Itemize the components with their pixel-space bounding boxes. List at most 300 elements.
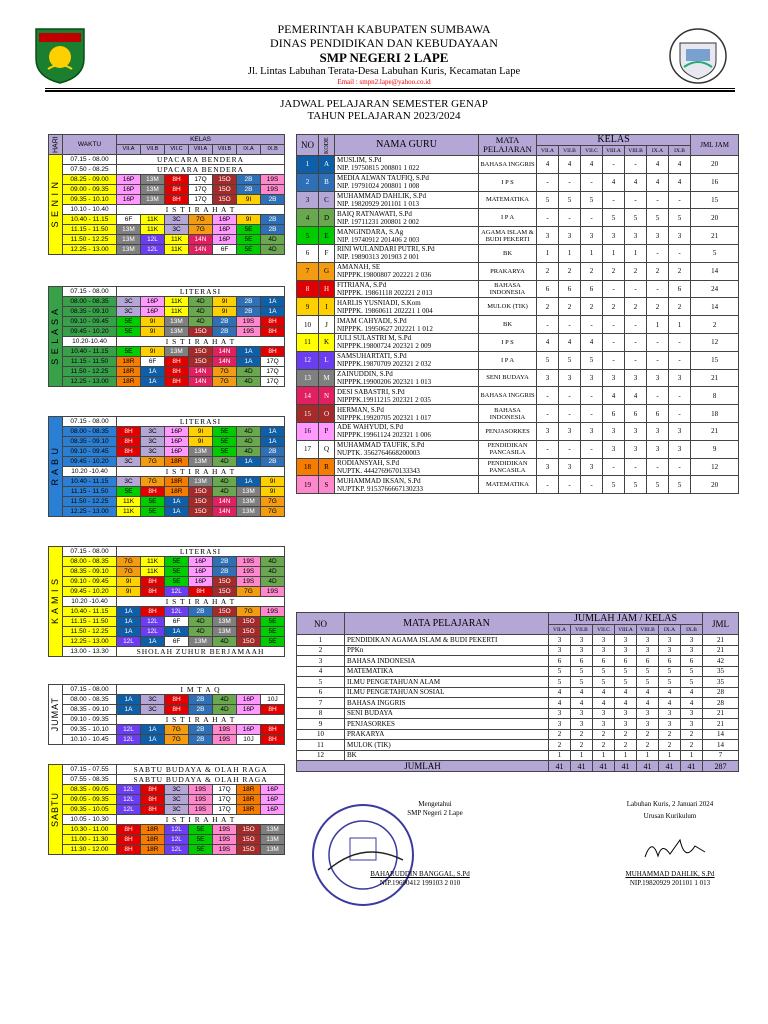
schedule-cell: 3C [141,427,165,437]
schedule-cell: 13M [261,835,285,845]
schedule-cell: 1A [117,607,141,617]
teacher-nip: NUPTKP. 9153766667130233 [337,484,423,493]
schedule-cell: 13M [117,235,141,245]
teacher-hours: 3 [537,227,559,245]
teacher-name-cell [335,156,479,174]
schedule-cell: 9I [237,215,261,225]
schedule-cell: 12L [165,835,189,845]
subject-no: 6 [297,687,345,698]
schedule-cell: 13M [237,507,261,517]
subject-hours: 3 [615,708,637,719]
teacher-hours: 2 [603,262,625,280]
schedule-cell: 5E [141,507,165,517]
schedule-cell: 2B [237,307,261,317]
teacher-total: 2 [691,316,739,334]
teacher-code: N [319,387,335,405]
teacher-hours: 5 [625,209,647,227]
teacher-hours: 6 [625,405,647,423]
schedule-cell: 1A [117,617,141,627]
schedule-cell: 16P [189,577,213,587]
subject-total: 28 [703,698,739,709]
schedule-cell: 7G [237,587,261,597]
schedule-activity: I M T A Q [117,685,285,695]
teacher-total: 14 [691,262,739,280]
teacher-hours: - [603,458,625,476]
class-col-header: VII.C [165,145,189,155]
schedule-cell: 4D [237,367,261,377]
teacher-code: M [319,369,335,387]
subject-hours: 4 [637,698,659,709]
schedule-cell: 9I [189,437,213,447]
schedule-cell: 1A [165,627,189,637]
time-slot: 09.35 - 10.10 [63,195,117,205]
schedule-cell: 15O [213,587,237,597]
teacher-total: 21 [691,422,739,440]
class-col-header: VII.A [537,146,559,156]
teacher-hours: 5 [559,351,581,369]
time-slot: 09.10 - 09.45 [63,577,117,587]
teacher-hours: 1 [669,316,691,334]
teacher-name-cell [335,387,479,405]
teacher-hours: 4 [669,173,691,191]
schedule-cell: 7G [117,557,141,567]
schedule-cell: 5E [117,347,141,357]
teacher-hours: 4 [537,156,559,174]
schedule-cell: 12L [165,587,189,597]
schedule-cell: 2B [261,195,285,205]
teacher-code: H [319,280,335,298]
schedule-activity: I S T I R A H A T [117,467,285,477]
teacher-total: 21 [691,369,739,387]
teacher-hours: - [669,351,691,369]
schedule-cell: 6F [117,215,141,225]
subject-name: BAHASA INGGRIS [345,698,549,709]
subject-no: 1 [297,635,345,646]
teacher-subject: I P A [479,209,537,227]
subject-hours: 5 [659,677,681,688]
subject-hours: 3 [659,719,681,730]
teacher-hours: - [603,156,625,174]
time-slot: 07.55 - 08.35 [63,775,117,785]
subject-row [297,635,739,646]
teacher-hours: 3 [603,422,625,440]
schedule-cell: 4D [261,557,285,567]
time-slot: 08.35 - 09.05 [63,785,117,795]
schedule-activity: I S T I R A H A T [117,815,285,825]
subject-total: 42 [703,656,739,667]
teacher-hours: 3 [581,458,603,476]
subject-hours: 4 [549,698,571,709]
subject-hours: 4 [659,698,681,709]
time-slot: 10.20 -10.40 [63,467,117,477]
teacher-row [297,333,739,351]
teacher-no: 5 [297,227,319,245]
schedule-cell: 2B [189,705,213,715]
teacher-no: 7 [297,262,319,280]
subject-name: PENDIDIKAN AGAMA ISLAM & BUDI PEKERTI [345,635,549,646]
schedule-cell: 8H [261,347,285,357]
teacher-code: C [319,191,335,209]
schedule-activity: I S T I R A H A T [117,205,285,215]
teacher-name: JULI SULASTRI M, S.Pd [337,334,412,343]
schedule-cell: 7G [261,497,285,507]
letterhead [0,22,768,87]
time-slot: 10.40 - 11.15 [63,607,117,617]
teacher-row [297,369,739,387]
schedule-cell: 13M [213,617,237,627]
time-slot: 09.35 - 10.10 [63,725,117,735]
schedule-cell: 1A [237,477,261,487]
subject-name: ILMU PENGETAHUAN SOSIAL [345,687,549,698]
schedule-cell: 15O [213,185,237,195]
schedule-cell: 2B [237,185,261,195]
schedule-activity: SABTU BUDAYA & OLAH RAGA [117,765,285,775]
teacher-hours: 2 [537,298,559,316]
teacher-row [297,422,739,440]
teacher-no: 10 [297,316,319,334]
subject-no: 4 [297,666,345,677]
subject-no: 11 [297,740,345,751]
schedule-cell: 13M [165,317,189,327]
subject-hours: 4 [593,698,615,709]
subject-total: 21 [703,719,739,730]
teacher-row [297,351,739,369]
schedule-cell: 1A [165,507,189,517]
schedule-cell: 6F [165,617,189,627]
schedule-cell: 2B [189,695,213,705]
subject-hours: 2 [681,729,703,740]
schedule-cell: 19S [237,557,261,567]
teacher-name: RODIANSYAH, S.Pd [337,458,400,467]
class-col-header: IX.A [659,625,681,635]
schedule-cell: 8H [141,607,165,617]
teacher-subject: PENJASORKES [479,422,537,440]
class-col-header: VIII.A [615,625,637,635]
teacher-hours: 2 [647,298,669,316]
teacher-hours: - [581,476,603,494]
schedule-cell: 11K [141,225,165,235]
time-slot: 12.25 - 13.00 [63,377,117,387]
teacher-hours: 2 [669,262,691,280]
teacher-hours: 2 [559,298,581,316]
class-col-header: VII.C [593,625,615,635]
teacher-row [297,440,739,458]
subject-hours: 1 [659,750,681,761]
teacher-name: SAMSUHARTATI, S.Pd [337,352,407,361]
teacher-name: AMANAH, SE [337,263,381,272]
teacher-hours: 4 [647,173,669,191]
subject-no: 3 [297,656,345,667]
subject-hours: 5 [637,677,659,688]
schedule-cell: 4D [237,437,261,447]
schedule-cell: 2B [189,725,213,735]
schedule-cell: 19S [213,725,237,735]
teacher-hours: 6 [647,405,669,423]
schedule-cell: 15O [237,835,261,845]
teacher-name-cell [335,227,479,245]
schedule-cell: 15O [189,497,213,507]
title-line-2: TAHUN PELAJARAN 2023/2024 [307,110,461,122]
schedule-cell: 4D [189,317,213,327]
schedule-cell: 8H [141,805,165,815]
schedule-cell: 4D [189,627,213,637]
schedule-cell: 11K [165,297,189,307]
schedule-cell: 1A [141,725,165,735]
teacher-name-cell [335,280,479,298]
subject-row [297,698,739,709]
subject-hours: 3 [593,635,615,646]
schedule-cell: 10J [237,735,261,745]
schedule-cell: 3C [165,805,189,815]
class-col-header: VII.B [559,146,581,156]
teacher-hours: - [559,316,581,334]
subject-hours: 3 [549,645,571,656]
subject-name: BK [345,750,549,761]
schedule-activity: LITERASI [117,547,285,557]
teacher-name-cell [335,333,479,351]
teacher-hours: 3 [559,422,581,440]
schedule-cell: 13M [189,637,213,647]
subject-hours: 5 [571,677,593,688]
subject-total: 7 [703,750,739,761]
schedule-cell: 8H [117,835,141,845]
subject-hours: 2 [659,729,681,740]
signature-scribble [640,832,710,868]
teacher-hours: 4 [559,156,581,174]
schedule-cell: 8H [141,577,165,587]
teacher-code: R [319,458,335,476]
teacher-hours: 2 [581,262,603,280]
subject-hours: 4 [659,687,681,698]
schedule-cell: 8H [165,195,189,205]
teacher-name: DESI SABASTRI, S.Pd [337,387,405,396]
schedule-cell: 19S [237,577,261,587]
schedule-cell: 14N [189,235,213,245]
subject-hours: 2 [637,729,659,740]
class-col-header: IX.B [681,625,703,635]
schedule-cell: 8H [117,845,141,855]
schedule-cell: 5E [213,437,237,447]
schedule-cell: 9I [261,487,285,497]
teacher-nip: NIPPPK.19800807 202221 2 036 [337,271,432,280]
mapel-header: MATA PELAJARAN [345,613,549,635]
subject-hours: 1 [549,750,571,761]
schedule-cell: 16P [165,437,189,447]
teacher-code: S [319,476,335,494]
schedule-cell: 3C [117,307,141,317]
teacher-name-cell [335,298,479,316]
subject-hours: 6 [659,656,681,667]
school-email: Email : smpn2.lape@yahoo.co.id [337,78,431,86]
subject-no: 10 [297,729,345,740]
schedule-cell: 1A [141,735,165,745]
schedule-cell: 4D [213,695,237,705]
mapel-header: MATA PELAJARAN [479,135,537,156]
schedule-cell: 8H [165,185,189,195]
teacher-nip: NIPPPK.19961124 202321 1 006 [337,431,431,440]
day-label-cell [49,417,63,517]
teacher-subject: PRAKARYA [479,262,537,280]
teacher-hours: 3 [647,369,669,387]
subject-hours: 3 [659,645,681,656]
time-slot: 12.25 - 13.00 [63,245,117,255]
teacher-total: 5 [691,244,739,262]
teacher-total: 12 [691,333,739,351]
schedule-cell: 15O [189,347,213,357]
teacher-row [297,476,739,494]
teacher-subject: BAHASA INGGRIS [479,156,537,174]
teacher-total: 20 [691,476,739,494]
teacher-row [297,405,739,423]
schedule-cell: 4D [261,235,285,245]
schedule-cell: 6F [213,245,237,255]
teacher-total: 14 [691,298,739,316]
time-slot: 13.00 - 13.30 [63,647,117,657]
schedule-cell: 5E [237,245,261,255]
subject-name: PRAKARYA [345,729,549,740]
schedule-cell: 12L [117,805,141,815]
time-slot: 07.15 - 08.00 [63,287,117,297]
subject-hours: 5 [681,666,703,677]
schedule-cell: 10J [261,695,285,705]
schedule-activity: I S T I R A H A T [117,715,285,725]
schedule-cell: 9I [141,327,165,337]
subject-hours: 5 [571,666,593,677]
subject-hours: 3 [571,635,593,646]
sig-right-date: Labuhan Kuris, 2 Januari 2024 [626,800,714,808]
schedule-cell: 4D [213,477,237,487]
teacher-hours: 4 [603,387,625,405]
schedule-cell: 16P [213,235,237,245]
sig-left-name: BAHARUDDIN BANGGAL, S.Pd [370,870,470,878]
subject-hours: 3 [681,719,703,730]
teacher-no: 4 [297,209,319,227]
subject-hours: 5 [615,666,637,677]
teacher-no: 9 [297,298,319,316]
schedule-cell: 12L [117,795,141,805]
teacher-hours: - [669,405,691,423]
total-hours: 41 [681,761,703,772]
subject-no: 12 [297,750,345,761]
schedule-cell: 13M [189,447,213,457]
teacher-hours: 2 [537,262,559,280]
time-slot: 07.15 - 08.00 [63,685,117,695]
schedule-cell: 8H [141,487,165,497]
schedule-cell: 13M [261,825,285,835]
teacher-hours: 4 [669,156,691,174]
schedule-cell: 14N [213,497,237,507]
schedule-activity: UPACARA BENDERA [117,155,285,165]
teacher-hours: - [537,173,559,191]
schedule-cell: 7G [117,567,141,577]
schedule-cell: 16P [165,427,189,437]
teacher-code: I [319,298,335,316]
time-slot: 10.10 - 10.45 [63,735,117,745]
teacher-hours: - [603,351,625,369]
schedule-cell: 2B [261,225,285,235]
time-slot: 08.35 - 09.10 [63,705,117,715]
schedule-cell: 1A [117,705,141,715]
jml-header: JML JAM [691,135,739,156]
schedule-cell: 4D [189,307,213,317]
time-slot: 11.50 - 12.25 [63,367,117,377]
schedule-cell: 1A [117,695,141,705]
class-col-header: IX.B [669,146,691,156]
schedule-cell: 2B [213,567,237,577]
schedule-cell: 8H [261,735,285,745]
teacher-hours: 1 [603,244,625,262]
teacher-hours: - [559,173,581,191]
teacher-nip: NIPPPK.19911215 202321 2 035 [337,395,431,404]
teacher-hours: 5 [581,191,603,209]
subject-hours: 5 [615,677,637,688]
teacher-row [297,458,739,476]
subject-row [297,750,739,761]
schedule-cell: 11K [141,215,165,225]
subject-total: 21 [703,645,739,656]
teacher-row [297,156,739,174]
time-slot: 10.40 - 11.15 [63,215,117,225]
schedule-cell: 15O [237,637,261,647]
time-slot: 07.15 - 07.55 [63,765,117,775]
schedule-cell: 7G [165,735,189,745]
time-slot: 08.00 - 08.35 [63,427,117,437]
teacher-table-grid [296,134,739,494]
schedule-cell: 18R [165,477,189,487]
schedule-cell: 11K [117,497,141,507]
teacher-hours: 3 [625,422,647,440]
sig-right-nip: NIP.19820929 201101 1 013 [629,879,711,887]
subject-hours: 3 [593,708,615,719]
time-slot: 08.00 - 08.35 [63,297,117,307]
schedule-cell: 12L [117,735,141,745]
teacher-hours: 5 [603,476,625,494]
time-slot: 11.30 - 12.00 [63,845,117,855]
subject-hours: 2 [549,740,571,751]
teacher-subject: MATEMATIKA [479,476,537,494]
schedule-cell: 15O [213,607,237,617]
schedule-cell: 3C [165,785,189,795]
schedule-cell: 16P [261,805,285,815]
teacher-name-cell [335,244,479,262]
teacher-row [297,298,739,316]
sig-left-school: SMP Negeri 2 Lape [407,809,463,817]
schedule-cell: 8H [165,377,189,387]
subject-hours: 6 [571,656,593,667]
teacher-hours: 5 [669,476,691,494]
time-slot: 11.15 - 11.50 [63,487,117,497]
teacher-hours: - [625,191,647,209]
teacher-hours: 4 [581,333,603,351]
schedule-cell: 11K [165,307,189,317]
teacher-total: 18 [691,405,739,423]
schedule-cell: 12L [165,825,189,835]
schedule-cell: 1A [261,437,285,447]
teacher-hours: - [625,351,647,369]
subject-hours: 5 [637,666,659,677]
teacher-name-cell [335,209,479,227]
schedule-cell: 4D [261,567,285,577]
teacher-hours: - [581,387,603,405]
schedule-cell: 4D [261,577,285,587]
teacher-hours: 5 [581,351,603,369]
time-slot: 10.40 - 11.15 [63,347,117,357]
jumlah-header: JUMLAH JAM / KELAS [549,613,703,625]
teacher-hours: 5 [647,476,669,494]
teacher-hours: 3 [559,458,581,476]
schedule-cell: 2B [237,297,261,307]
schedule-cell: 16P [237,705,261,715]
